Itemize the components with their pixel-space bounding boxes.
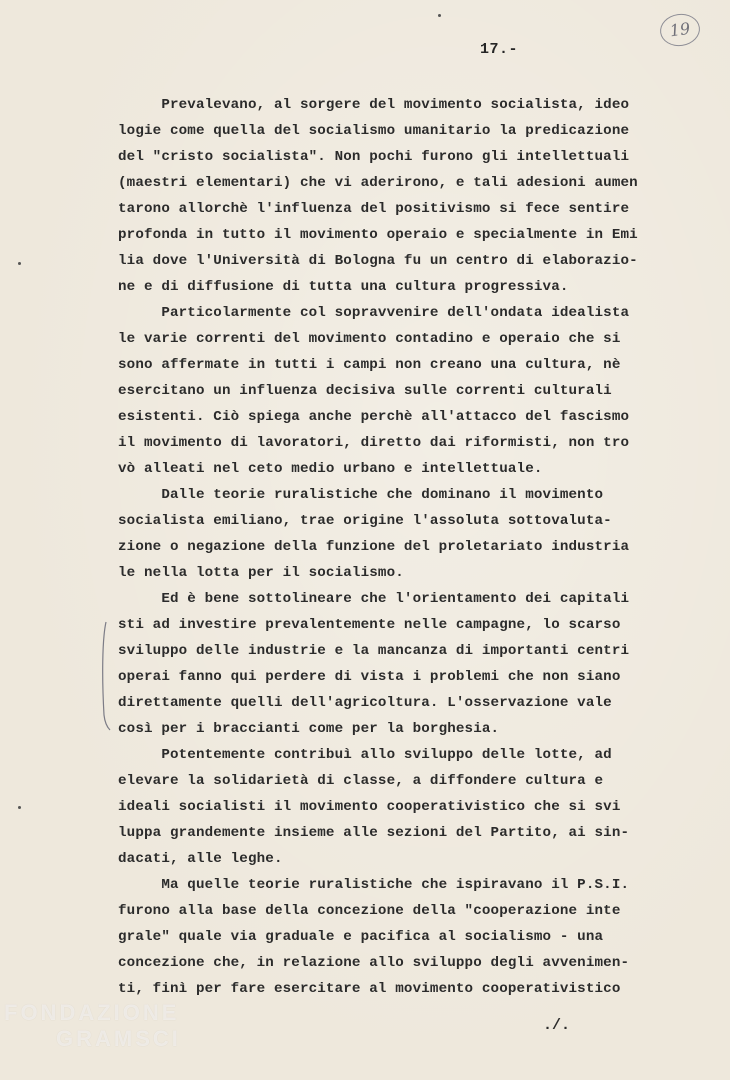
punch-dot bbox=[18, 262, 21, 265]
text-line: Ed è bene sottolineare che l'orientamento dei capitali bbox=[118, 591, 630, 607]
text-line: vò alleati nel ceto medio urbano e intellettuale. bbox=[118, 461, 543, 477]
text-line: le nella lotta per il socialismo. bbox=[118, 565, 404, 581]
text-line: socialista emiliano, trae origine l'assoluta sottovaluta- bbox=[118, 513, 612, 529]
text-line: (maestri elementari) che vi aderirono, e tali adesioni aumen bbox=[118, 175, 638, 191]
text-line: Dalle teorie ruralistiche che dominano il movimento bbox=[118, 487, 604, 503]
text-line: furono alla base della concezione della "cooperazione inte bbox=[118, 903, 621, 919]
text-line: esercitano un influenza decisiva sulle correnti culturali bbox=[118, 383, 612, 399]
text-line: tarono allorchè l'influenza del positivismo si fece sentire bbox=[118, 201, 630, 217]
punch-dot bbox=[18, 806, 21, 809]
text-line: sono affermate in tutti i campi non creano una cultura, nè bbox=[118, 357, 621, 373]
text-line: elevare la solidarietà di classe, a diffondere cultura e bbox=[118, 773, 604, 789]
margin-pencil-bracket bbox=[100, 620, 112, 732]
text-line: concezione che, in relazione allo sviluppo degli avvenimen- bbox=[118, 955, 630, 971]
watermark-line-1: FONDAZIONE bbox=[4, 1000, 180, 1025]
text-line: le varie correnti del movimento contadino e operaio che si bbox=[118, 331, 621, 347]
text-line: ne e di diffusione di tutta una cultura progressiva. bbox=[118, 279, 569, 295]
text-line: operai fanno qui perdere di vista i problemi che non siano bbox=[118, 669, 621, 685]
text-line: grale" quale via graduale e pacifica al socialismo - una bbox=[118, 929, 604, 945]
text-line: logie come quella del socialismo umanitario la predicazione bbox=[118, 123, 630, 139]
text-line: Particolarmente col sopravvenire dell'ondata idealista bbox=[118, 305, 630, 321]
text-line: direttamente quelli dell'agricoltura. L'osservazione vale bbox=[118, 695, 612, 711]
text-line: sviluppo delle industrie e la mancanza di importanti centri bbox=[118, 643, 630, 659]
text-line: luppa grandemente insieme alle sezioni del Partito, ai sin- bbox=[118, 825, 630, 841]
text-line: Prevalevano, al sorgere del movimento socialista, ideo bbox=[118, 97, 630, 113]
fondazione-gramsci-watermark bbox=[4, 1000, 181, 1052]
text-line: sti ad investire prevalentemente nelle campagne, lo scarso bbox=[118, 617, 621, 633]
text-line: zione o negazione della funzione del proletariato industria bbox=[118, 539, 630, 555]
text-line: lia dove l'Università di Bologna fu un centro di elaborazio- bbox=[118, 253, 638, 269]
text-line: ideali socialisti il movimento cooperativistico che si svi bbox=[118, 799, 621, 815]
text-line: ti, finì per fare esercitare al movimento cooperativistico bbox=[118, 981, 621, 997]
text-line: dacati, alle leghe. bbox=[118, 851, 283, 867]
text-line: Ma quelle teorie ruralistiche che ispiravano il P.S.I. bbox=[118, 877, 630, 893]
text-line: del "cristo socialista". Non pochi furono gli intellettuali bbox=[118, 149, 630, 165]
continuation-mark: ./. bbox=[543, 1017, 571, 1034]
text-line: il movimento di lavoratori, diretto dai riformisti, non tro bbox=[118, 435, 630, 451]
page-number: 17.- bbox=[480, 41, 519, 58]
text-line: esistenti. Ciò spiega anche perchè all'attacco del fascismo bbox=[118, 409, 630, 425]
text-line: Potentemente contribuì allo sviluppo delle lotte, ad bbox=[118, 747, 612, 763]
watermark-line-2: GRAMSCI bbox=[56, 1026, 181, 1051]
text-line: così per i braccianti come per la borghesia. bbox=[118, 721, 500, 737]
text-line: profonda in tutto il movimento operaio e specialmente in Emi bbox=[118, 227, 638, 243]
typewritten-body bbox=[118, 92, 648, 1002]
punch-dot bbox=[438, 14, 441, 17]
archive-number-stamp: 19 bbox=[658, 11, 702, 48]
